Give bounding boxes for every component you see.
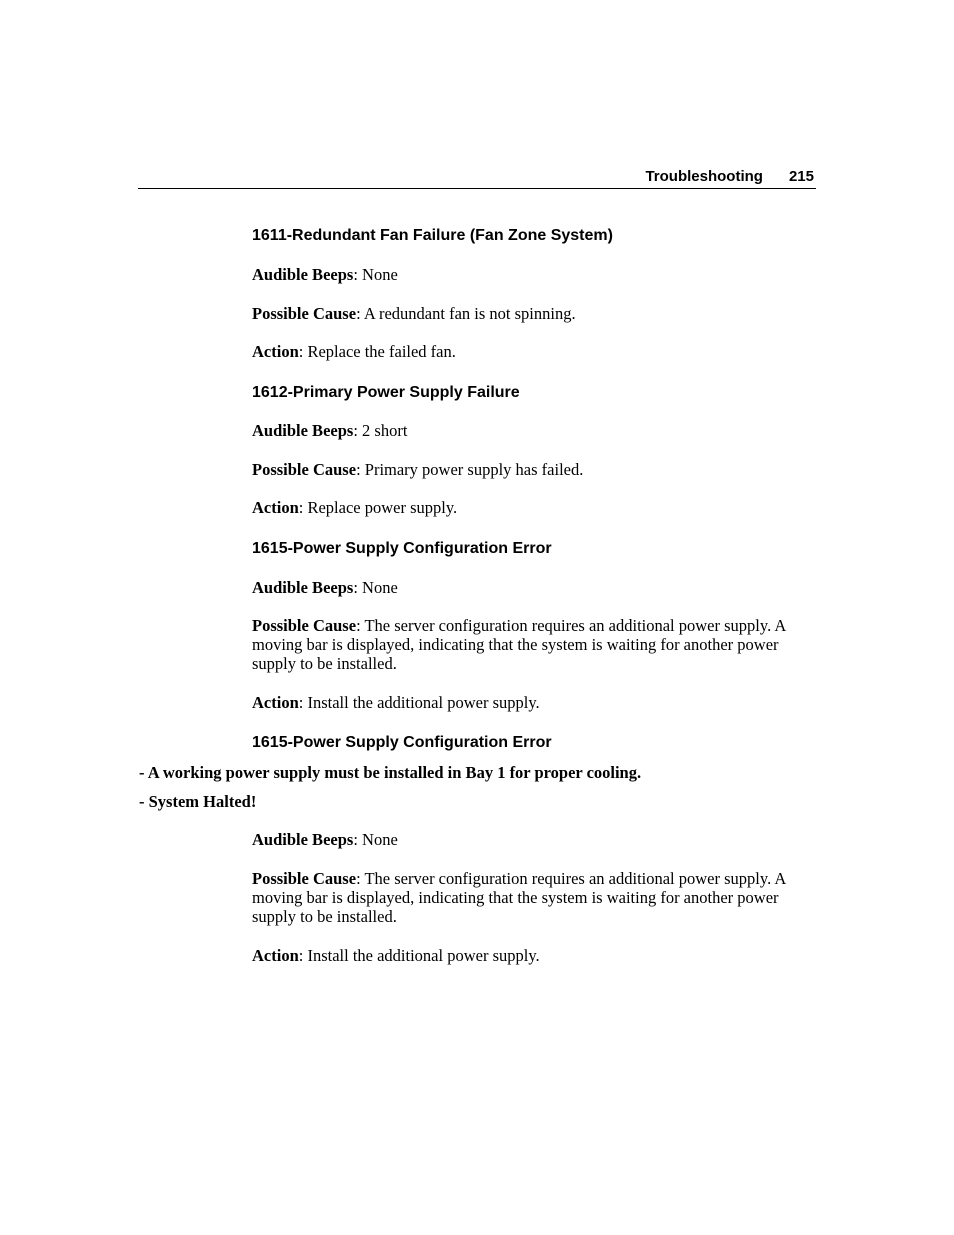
action-label: Action xyxy=(252,946,299,965)
possible-cause-label: Possible Cause xyxy=(252,460,357,479)
section-title-1612: 1612-Primary Power Supply Failure xyxy=(252,384,520,401)
header-text xyxy=(645,168,814,186)
possible-cause-value: : The server configuration requires an additional power supply. A moving bar is displayed, indicating that the system is waiting for another power supply to be installed. xyxy=(252,869,786,926)
action-1611 xyxy=(252,342,820,361)
audible-beeps-1615-bay1 xyxy=(252,830,820,849)
header-section-title: Troubleshooting xyxy=(645,168,763,185)
section-title-1611: 1611-Redundant Fan Failure (Fan Zone System) xyxy=(252,227,613,244)
possible-cause-1612 xyxy=(252,460,820,479)
message-line-bay1: - A working power supply must be installed in Bay 1 for proper cooling. xyxy=(139,763,642,782)
action-value: : Install the additional power supply. xyxy=(298,946,540,965)
section-title-1615: 1615-Power Supply Configuration Error xyxy=(252,540,552,557)
audible-beeps-1611 xyxy=(252,265,820,284)
action-label: Action xyxy=(252,342,299,361)
possible-cause-value: : A redundant fan is not spinning. xyxy=(356,304,576,323)
possible-cause-label: Possible Cause xyxy=(252,616,357,635)
audible-beeps-value: : None xyxy=(353,265,398,284)
action-value: : Install the additional power supply. xyxy=(298,693,540,712)
page-header xyxy=(138,168,816,189)
action-label: Action xyxy=(252,693,299,712)
possible-cause-1615 xyxy=(252,616,820,673)
audible-beeps-1612 xyxy=(252,421,820,440)
action-1615 xyxy=(252,693,820,712)
possible-cause-value: : The server configuration requires an additional power supply. A moving bar is displayed, indicating that the system is waiting for another power supply to be installed. xyxy=(252,616,786,673)
action-value: : Replace the failed fan. xyxy=(298,342,456,361)
audible-beeps-label: Audible Beeps xyxy=(252,421,354,440)
action-1612 xyxy=(252,498,820,517)
action-1615-bay1 xyxy=(252,946,820,965)
possible-cause-label: Possible Cause xyxy=(252,304,357,323)
audible-beeps-value: : 2 short xyxy=(353,421,408,440)
possible-cause-1611 xyxy=(252,304,820,323)
possible-cause-label: Possible Cause xyxy=(252,869,357,888)
audible-beeps-1615 xyxy=(252,578,820,597)
section-title-1615-bay1: 1615-Power Supply Configuration Error xyxy=(252,734,552,751)
possible-cause-1615-bay1 xyxy=(252,869,820,926)
possible-cause-value: : Primary power supply has failed. xyxy=(356,460,584,479)
audible-beeps-value: : None xyxy=(353,830,398,849)
audible-beeps-label: Audible Beeps xyxy=(252,578,354,597)
page-number: 215 xyxy=(788,168,814,185)
message-line-halted: - System Halted! xyxy=(139,792,257,811)
audible-beeps-value: : None xyxy=(353,578,398,597)
action-label: Action xyxy=(252,498,299,517)
audible-beeps-label: Audible Beeps xyxy=(252,265,354,284)
audible-beeps-label: Audible Beeps xyxy=(252,830,354,849)
action-value: : Replace power supply. xyxy=(298,498,458,517)
